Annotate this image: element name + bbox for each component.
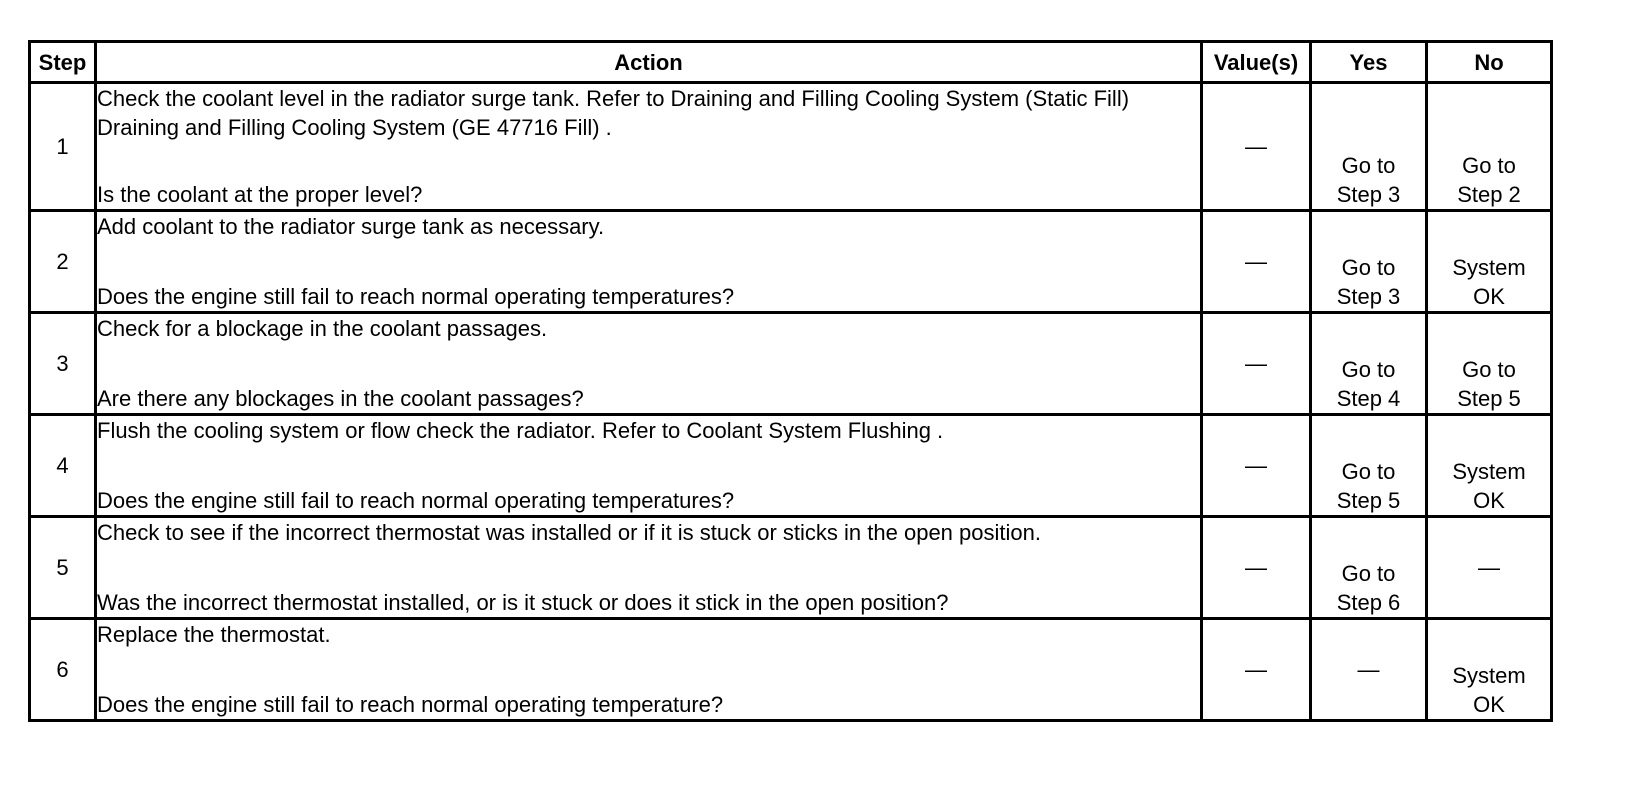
table-row — [30, 517, 1552, 619]
header-action: Action — [96, 42, 1202, 83]
no-cell — [1427, 313, 1552, 415]
action-question: Are there any blockages in the coolant passages? — [97, 386, 584, 411]
no-result: System OK — [1452, 255, 1526, 309]
action-cell — [96, 517, 1202, 619]
table-row — [30, 83, 1552, 211]
no-cell — [1427, 83, 1552, 211]
no-result: System OK — [1452, 459, 1526, 513]
yes-cell — [1311, 313, 1427, 415]
value-cell: — — [1202, 415, 1311, 517]
action-instruction: Check the coolant level in the radiator surge tank. Refer to Draining and Filling Cooling System (Static Fill) Draining and Filling Cooling System (GE 47716 Fill) . — [97, 86, 1130, 140]
step-number: 6 — [30, 619, 96, 721]
header-yes: Yes — [1311, 42, 1427, 83]
yes-cell — [1311, 83, 1427, 211]
action-cell — [96, 415, 1202, 517]
yes-result: Go to Step 3 — [1336, 255, 1401, 309]
no-cell — [1427, 517, 1552, 619]
action-question: Does the engine still fail to reach normal operating temperatures? — [97, 488, 735, 513]
table-row — [30, 415, 1552, 517]
no-cell — [1427, 619, 1552, 721]
no-result: — — [1478, 555, 1500, 580]
action-cell — [96, 313, 1202, 415]
value-cell: — — [1202, 619, 1311, 721]
value-cell: — — [1202, 517, 1311, 619]
action-instruction: Replace the thermostat. — [97, 622, 331, 647]
step-number: 5 — [30, 517, 96, 619]
yes-cell — [1311, 517, 1427, 619]
diagnostic-table — [28, 40, 1553, 722]
action-instruction: Check for a blockage in the coolant passages. — [97, 316, 548, 341]
yes-result: Go to Step 4 — [1336, 357, 1401, 411]
action-cell — [96, 83, 1202, 211]
action-question: Is the coolant at the proper level? — [97, 182, 423, 207]
step-number: 3 — [30, 313, 96, 415]
yes-cell — [1311, 619, 1427, 721]
no-result: Go to Step 2 — [1457, 153, 1521, 207]
header-row — [30, 42, 1552, 83]
yes-cell — [1311, 211, 1427, 313]
step-number: 4 — [30, 415, 96, 517]
yes-result: Go to Step 6 — [1336, 561, 1401, 615]
table-row — [30, 619, 1552, 721]
yes-result: Go to Step 5 — [1336, 459, 1401, 513]
action-question: Was the incorrect thermostat installed, or is it stuck or does it stick in the open position? — [97, 590, 949, 615]
header-values: Value(s) — [1202, 42, 1311, 83]
action-question: Does the engine still fail to reach normal operating temperature? — [97, 692, 724, 717]
no-result: Go to Step 5 — [1457, 357, 1521, 411]
step-number: 1 — [30, 83, 96, 211]
yes-result: — — [1357, 657, 1380, 682]
yes-cell — [1311, 415, 1427, 517]
header-no: No — [1427, 42, 1552, 83]
table-row — [30, 313, 1552, 415]
no-cell — [1427, 211, 1552, 313]
value-cell: — — [1202, 313, 1311, 415]
action-cell — [96, 619, 1202, 721]
no-cell — [1427, 415, 1552, 517]
value-cell: — — [1202, 83, 1311, 211]
no-result: System OK — [1452, 663, 1526, 717]
yes-result: Go to Step 3 — [1336, 153, 1401, 207]
action-question: Does the engine still fail to reach normal operating temperatures? — [97, 284, 735, 309]
step-number: 2 — [30, 211, 96, 313]
action-cell — [96, 211, 1202, 313]
action-instruction: Flush the cooling system or flow check the radiator. Refer to Coolant System Flushing . — [97, 418, 944, 443]
table-row — [30, 211, 1552, 313]
value-cell: — — [1202, 211, 1311, 313]
action-instruction: Check to see if the incorrect thermostat was installed or if it is stuck or sticks in the open position. — [97, 520, 1041, 545]
action-instruction: Add coolant to the radiator surge tank as necessary. — [97, 214, 605, 239]
header-step: Step — [30, 42, 96, 83]
